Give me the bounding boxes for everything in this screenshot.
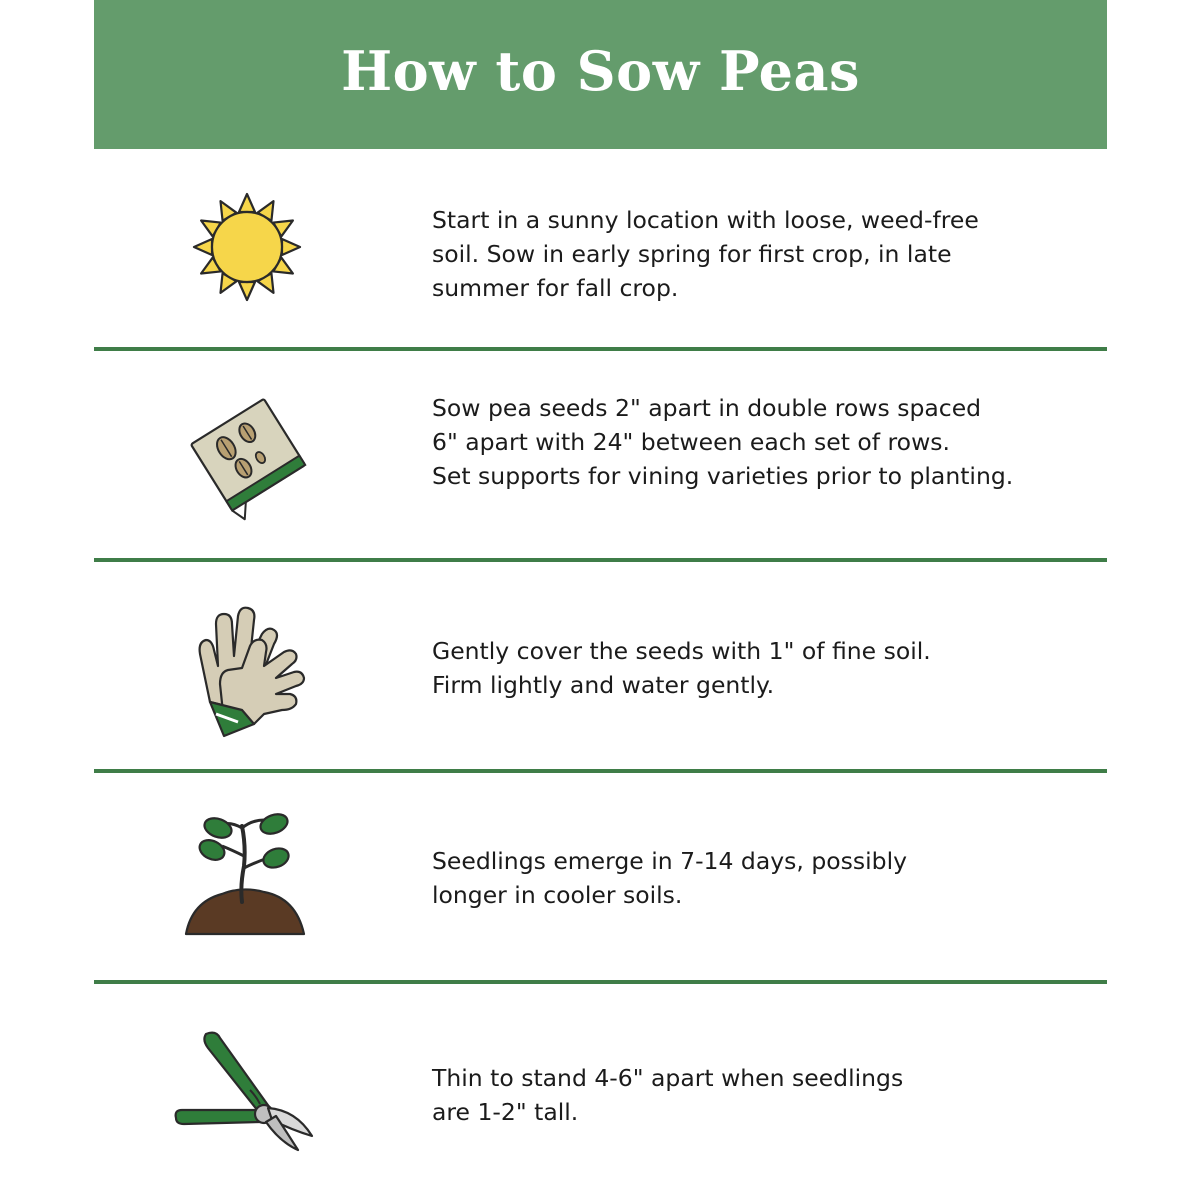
step-3-line: Firm lightly and water gently.	[432, 671, 775, 699]
step-5-text	[432, 1061, 1082, 1129]
step-3-line: Gently cover the seeds with 1" of fine soil.	[432, 637, 931, 665]
seed-packet-icon	[172, 378, 322, 528]
seedling-icon	[172, 806, 322, 956]
pruning-shears-icon	[172, 1024, 322, 1174]
title-banner	[94, 0, 1107, 149]
step-4-line: Seedlings emerge in 7-14 days, possibly	[432, 847, 908, 875]
step-2-text	[432, 391, 1082, 493]
step-5-line: are 1-2" tall.	[432, 1098, 579, 1126]
step-2-line: 6" apart with 24" between each set of rows.	[432, 428, 950, 456]
step-1-text	[432, 203, 1082, 305]
section-divider	[94, 769, 1107, 773]
section-divider	[94, 347, 1107, 351]
page-title: How to Sow Peas	[341, 38, 860, 103]
sun-icon	[172, 172, 322, 322]
step-2-line: Sow pea seeds 2" apart in double rows spaced	[432, 394, 982, 422]
step-1-line: Start in a sunny location with loose, weed-free	[432, 206, 979, 234]
step-1-line: soil. Sow in early spring for first crop, in late	[432, 240, 952, 268]
step-1-line: summer for fall crop.	[432, 274, 679, 302]
step-3-text	[432, 634, 1082, 702]
step-4-line: longer in cooler soils.	[432, 881, 683, 909]
step-4-text	[432, 844, 1082, 912]
gloves-icon	[172, 594, 322, 744]
section-divider	[94, 558, 1107, 562]
step-5-line: Thin to stand 4-6" apart when seedlings	[432, 1064, 904, 1092]
section-divider	[94, 980, 1107, 984]
step-2-line: Set supports for vining varieties prior to planting.	[432, 462, 1014, 490]
